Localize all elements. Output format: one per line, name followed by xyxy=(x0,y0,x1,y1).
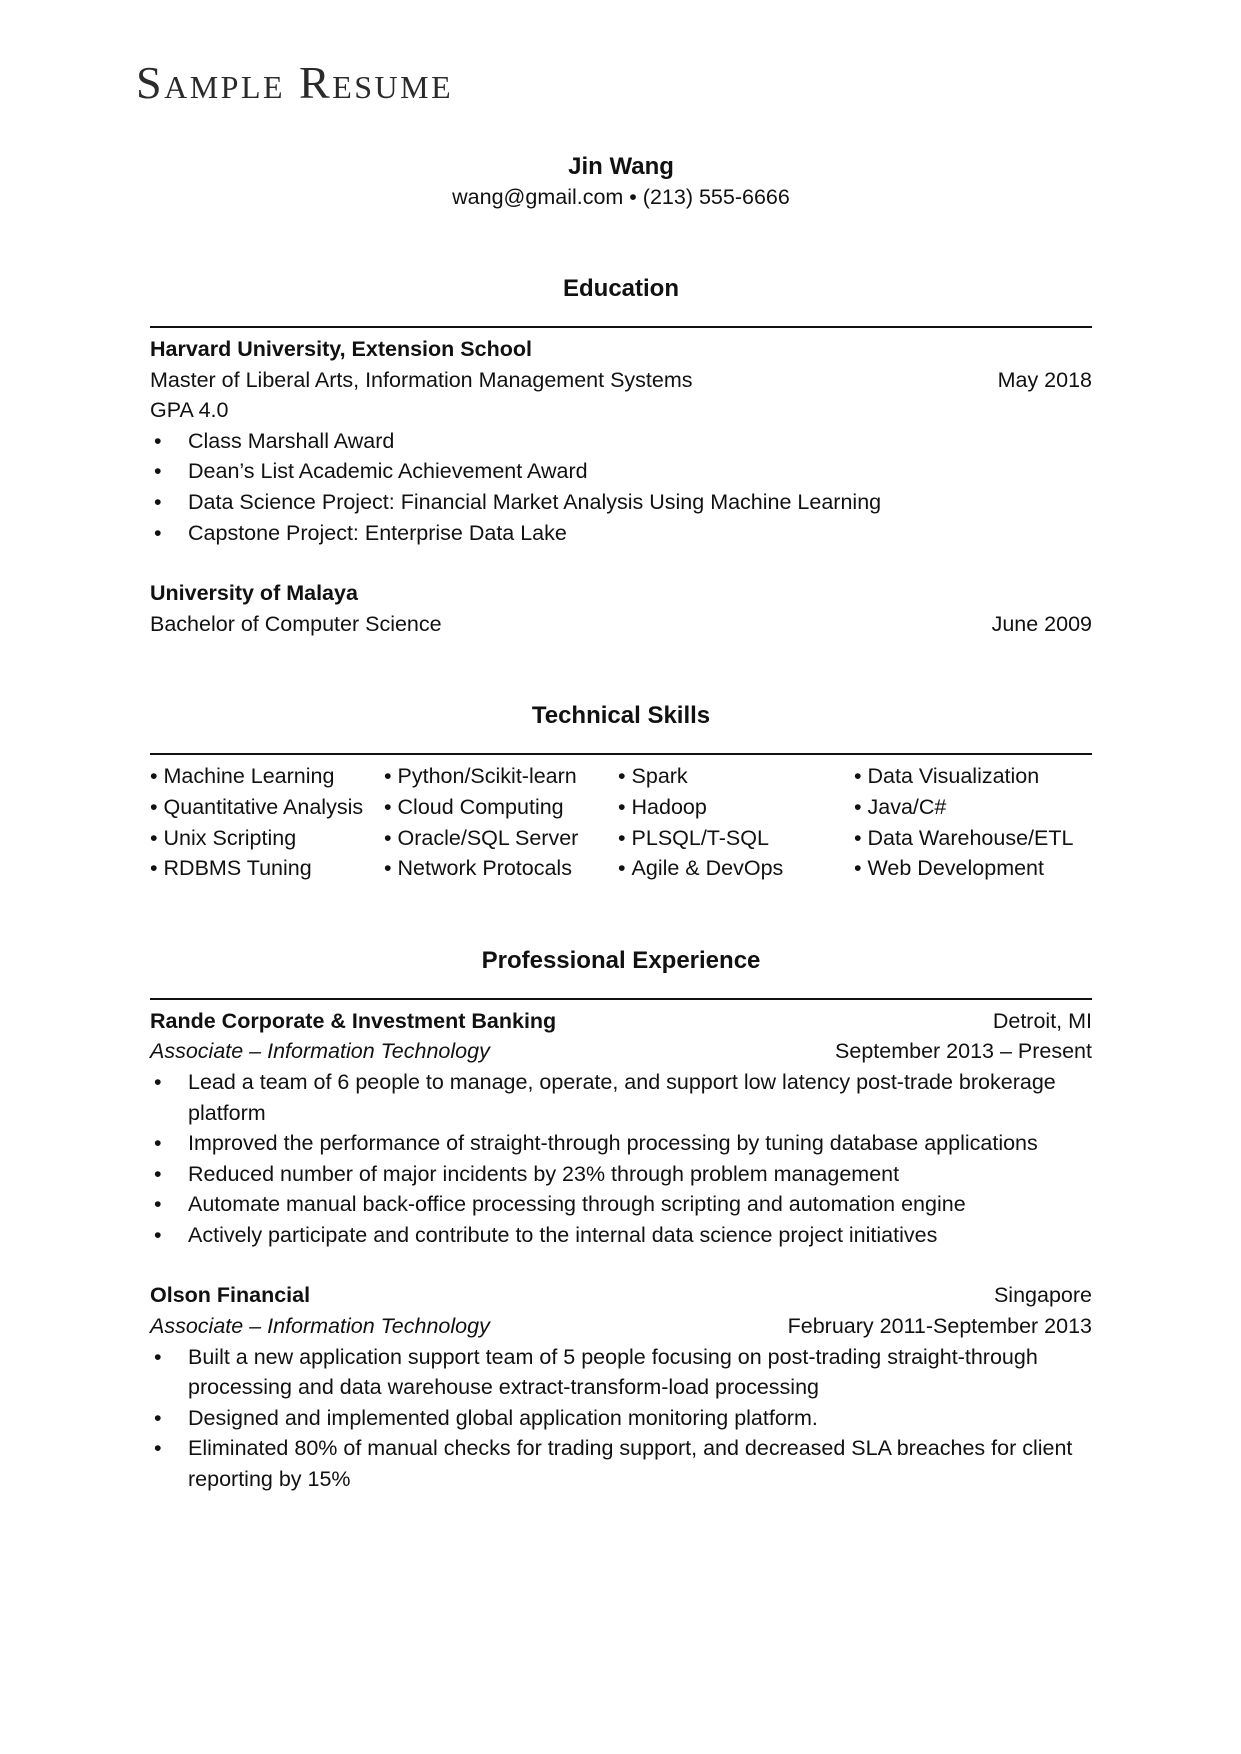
skill-item: • Machine Learning xyxy=(150,761,384,792)
list-item: • Capstone Project: Enterprise Data Lake xyxy=(150,518,1092,549)
graduation-date: June 2009 xyxy=(991,611,1092,636)
job-entry xyxy=(150,1006,1092,1251)
job-entry xyxy=(150,1280,1092,1494)
skills-heading: Technical Skills xyxy=(531,702,711,730)
company-row xyxy=(150,1006,1092,1037)
company-row xyxy=(150,1280,1092,1311)
experience-section xyxy=(150,946,1092,1495)
school-name: Harvard University, Extension School xyxy=(150,337,532,361)
job-title: Associate – Information Technology xyxy=(150,1039,490,1064)
skill-item: • Unix Scripting xyxy=(150,823,384,854)
job-title: Associate – Information Technology xyxy=(150,1314,490,1339)
education-heading: Education xyxy=(562,275,679,302)
skill-item: • Java/C# xyxy=(854,792,1092,823)
skill-item: • Oracle/SQL Server xyxy=(384,823,618,854)
candidate-name: Jin Wang xyxy=(568,153,674,180)
list-item: • Data Science Project: Financial Market Analysis Using Machine Learning xyxy=(150,487,1092,518)
skill-item: • Agile & DevOps xyxy=(618,853,854,884)
job-dates: September 2013 – Present xyxy=(835,1039,1092,1064)
achievement-list xyxy=(150,426,1092,548)
skill-item: • Data Warehouse/ETL xyxy=(854,823,1092,854)
skills-section xyxy=(150,701,1092,883)
education-entry xyxy=(150,578,1092,639)
company-name: Olson Financial xyxy=(150,1283,311,1308)
contact-info: wang@gmail.com • (213) 555-6666 xyxy=(452,185,790,209)
list-item: • Lead a team of 6 people to manage, operate, and support low latency post-trade brokerage platform xyxy=(150,1067,1092,1128)
skill-item: • Hadoop xyxy=(618,792,854,823)
resume-content xyxy=(150,152,1092,1495)
graduation-date: May 2018 xyxy=(997,367,1092,392)
list-item: • Dean’s List Academic Achievement Award xyxy=(150,456,1092,487)
list-item: • Class Marshall Award xyxy=(150,426,1092,457)
skill-item: • Python/Scikit-learn xyxy=(384,761,618,792)
education-section xyxy=(150,274,1092,639)
role-row xyxy=(150,1311,1092,1342)
experience-heading: Professional Experience xyxy=(481,946,761,974)
skill-item: • RDBMS Tuning xyxy=(150,853,384,884)
list-item: • Eliminated 80% of manual checks for trading support, and decreased SLA breaches for client reporting by 15% xyxy=(150,1433,1092,1494)
responsibility-list xyxy=(150,1342,1092,1495)
job-location: Singapore xyxy=(993,1283,1092,1308)
company-name: Rande Corporate & Investment Banking xyxy=(150,1008,557,1033)
list-item: • Designed and implemented global application monitoring platform. xyxy=(150,1403,1092,1434)
section-divider xyxy=(150,753,1092,755)
skills-grid xyxy=(150,761,1092,883)
degree-row xyxy=(150,365,1092,396)
role-row xyxy=(150,1036,1092,1067)
degree-name: Master of Liberal Arts, Information Management Systems xyxy=(150,367,693,392)
skill-item: • Cloud Computing xyxy=(384,792,618,823)
job-location: Detroit, MI xyxy=(992,1008,1092,1033)
job-dates: February 2011-September 2013 xyxy=(787,1314,1092,1339)
skill-item: • Web Development xyxy=(854,853,1092,884)
list-item: • Reduced number of major incidents by 23% through problem management xyxy=(150,1159,1092,1190)
list-item: • Built a new application support team of 5 people focusing on post-trading straight-through processing and data warehouse extract-transform-load processing xyxy=(150,1342,1092,1403)
school-name: University of Malaya xyxy=(150,581,358,606)
skill-item: • Quantitative Analysis xyxy=(150,792,384,823)
gpa: GPA 4.0 xyxy=(150,398,229,423)
section-divider xyxy=(150,998,1092,1000)
list-item: • Actively participate and contribute to the internal data science project initiatives xyxy=(150,1220,1092,1251)
section-divider xyxy=(150,326,1092,328)
skill-item: • PLSQL/T-SQL xyxy=(618,823,854,854)
list-item: • Improved the performance of straight-through processing by tuning database applications xyxy=(150,1128,1092,1159)
document-title: Sample Resume xyxy=(136,57,454,108)
skill-item: • Spark xyxy=(618,761,854,792)
skill-item: • Network Protocals xyxy=(384,853,618,884)
degree-row xyxy=(150,609,1092,640)
education-entry xyxy=(150,334,1092,548)
skill-item: • Data Visualization xyxy=(854,761,1092,792)
list-item: • Automate manual back-office processing through scripting and automation engine xyxy=(150,1189,1092,1220)
responsibility-list xyxy=(150,1067,1092,1251)
degree-name: Bachelor of Computer Science xyxy=(150,611,442,636)
